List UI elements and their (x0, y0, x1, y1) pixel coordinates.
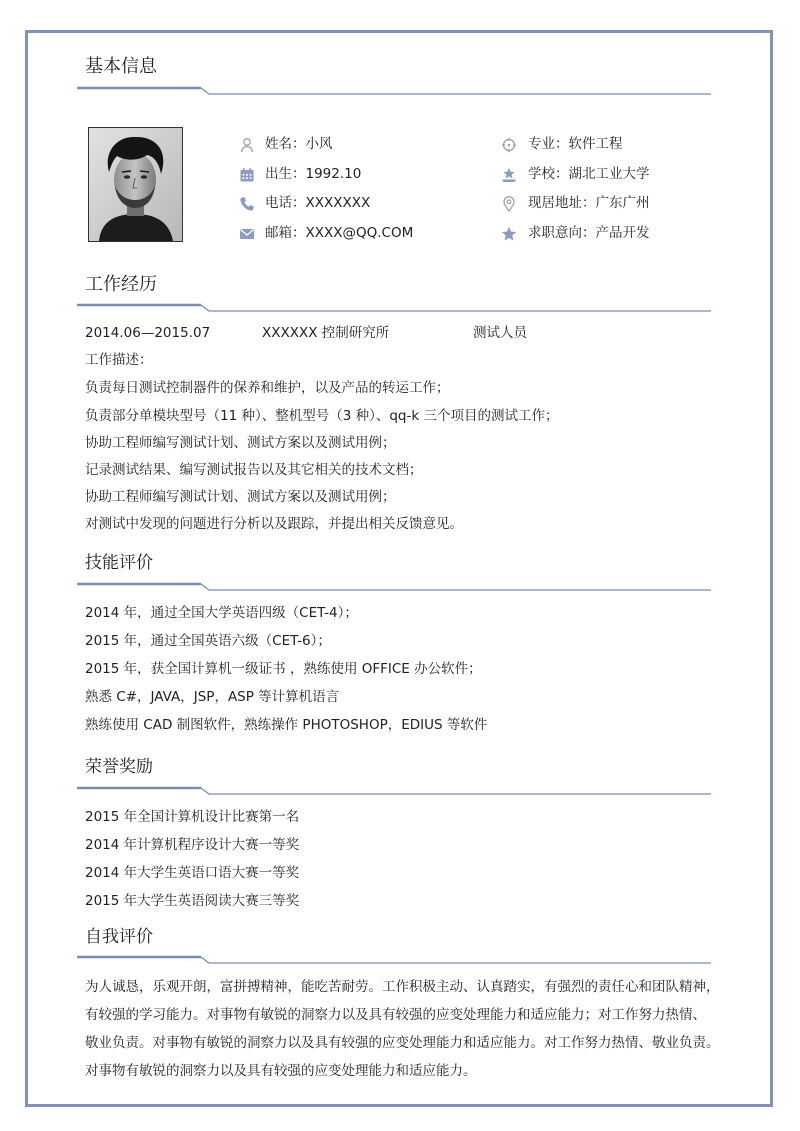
section-title-basic: 基本信息 (85, 56, 157, 77)
target-icon (501, 137, 517, 153)
school-icon (501, 167, 517, 183)
section-rule-self (77, 955, 711, 965)
self-evaluation-line: 敬业负责。对事物有敏锐的洞察力以及具有较强的应变处理能力和适应能力。对工作努力热情、敬业负责。 (85, 1035, 720, 1051)
skill-item: 熟练使用 CAD 制图软件，熟练操作 PHOTOSHOP，EDIUS 等软件 (85, 717, 488, 733)
work-description-label: 工作描述： (85, 352, 153, 368)
skill-item: 2014 年，通过全国大学英语四级（CET-4）； (85, 605, 358, 621)
major-field (528, 135, 623, 153)
section-title-honors: 荣誉奖励 (85, 757, 153, 777)
name-field (265, 135, 333, 153)
section-title-work: 工作经历 (85, 274, 157, 295)
honor-item: 2015 年全国计算机设计比赛第一名 (85, 809, 300, 825)
field-value: XXXX@QQ.COM (305, 225, 414, 241)
work-description-item: 记录测试结果、编写测试报告以及其它相关的技术文档； (85, 462, 423, 478)
work-period: 2014.06—2015.07 (85, 325, 211, 341)
field-value: 湖北工业大学 (568, 166, 650, 182)
school-field (528, 165, 650, 183)
field-label: 现居地址： (528, 195, 596, 211)
field-label: 电话： (265, 195, 306, 211)
field-label: 学校： (528, 166, 569, 182)
field-label: 姓名： (265, 136, 306, 152)
work-description-item: 协助工程师编写测试计划、测试方案以及测试用例； (85, 489, 396, 505)
skill-item: 熟悉 C#，JAVA，JSP，ASP 等计算机语言 (85, 689, 340, 705)
skill-item: 2015 年，获全国计算机一级证书 ，熟练使用 OFFICE 办公软件； (85, 661, 482, 677)
section-rule-skills (77, 582, 711, 592)
star-icon (501, 226, 517, 242)
field-label: 求职意向： (528, 225, 596, 241)
field-value: XXXXXXX (305, 195, 371, 211)
work-position: 测试人员 (473, 325, 527, 341)
profile-photo (88, 127, 183, 242)
email-field (265, 224, 413, 242)
field-value: 广东广州 (595, 195, 650, 211)
honor-item: 2014 年计算机程序设计大赛一等奖 (85, 837, 300, 853)
work-description-item: 负责部分单模块型号（11 种）、整机型号（3 种）、qq-k 三个项目的测试工作； (85, 408, 559, 424)
section-rule-honors (77, 786, 711, 796)
honor-item: 2015 年大学生英语阅读大赛三等奖 (85, 893, 300, 909)
section-title-self: 自我评价 (85, 927, 153, 947)
location-pin-icon (501, 196, 517, 212)
user-icon (239, 137, 255, 153)
field-label: 专业： (528, 136, 569, 152)
self-evaluation-line: 有较强的学习能力。对事物有敏锐的洞察力以及具有较强的应变处理能力和适应能力；对工作努力热情、 (85, 1007, 706, 1023)
work-description-item: 负责每日测试控制器件的保养和维护，以及产品的转运工作； (85, 380, 450, 396)
field-value: 软件工程 (568, 136, 623, 152)
section-rule-work (77, 303, 711, 313)
field-value: 小风 (305, 136, 333, 152)
self-evaluation-line: 对事物有敏锐的洞察力以及具有较强的应变处理能力和适应能力。 (85, 1063, 477, 1079)
field-value: 1992.10 (305, 166, 362, 182)
self-evaluation-line: 为人诚恳，乐观开朗，富拼搏精神，能吃苦耐劳。工作积极主动、认真踏实，有强烈的责任心和团队精神， (85, 979, 720, 995)
field-label: 出生： (265, 166, 306, 182)
work-description-item: 协助工程师编写测试计划、测试方案以及测试用例； (85, 435, 396, 451)
honor-item: 2014 年大学生英语口语大赛一等奖 (85, 865, 300, 881)
field-label: 邮箱： (265, 225, 306, 241)
section-title-skills: 技能评价 (85, 553, 153, 573)
phone-field (265, 194, 370, 212)
calendar-icon (239, 167, 255, 183)
work-company: XXXXXX 控制研究所 (262, 325, 390, 341)
skill-item: 2015 年，通过全国英语六级（CET-6）； (85, 633, 331, 649)
birth-field (265, 165, 361, 183)
phone-icon (239, 196, 255, 212)
section-rule-basic (77, 86, 711, 96)
mail-icon (239, 226, 255, 242)
field-value: 产品开发 (595, 225, 650, 241)
job-intention-field (528, 224, 650, 242)
address-field (528, 194, 650, 212)
work-description-item: 对测试中发现的问题进行分析以及跟踪，并提出相关反馈意见。 (85, 516, 463, 532)
